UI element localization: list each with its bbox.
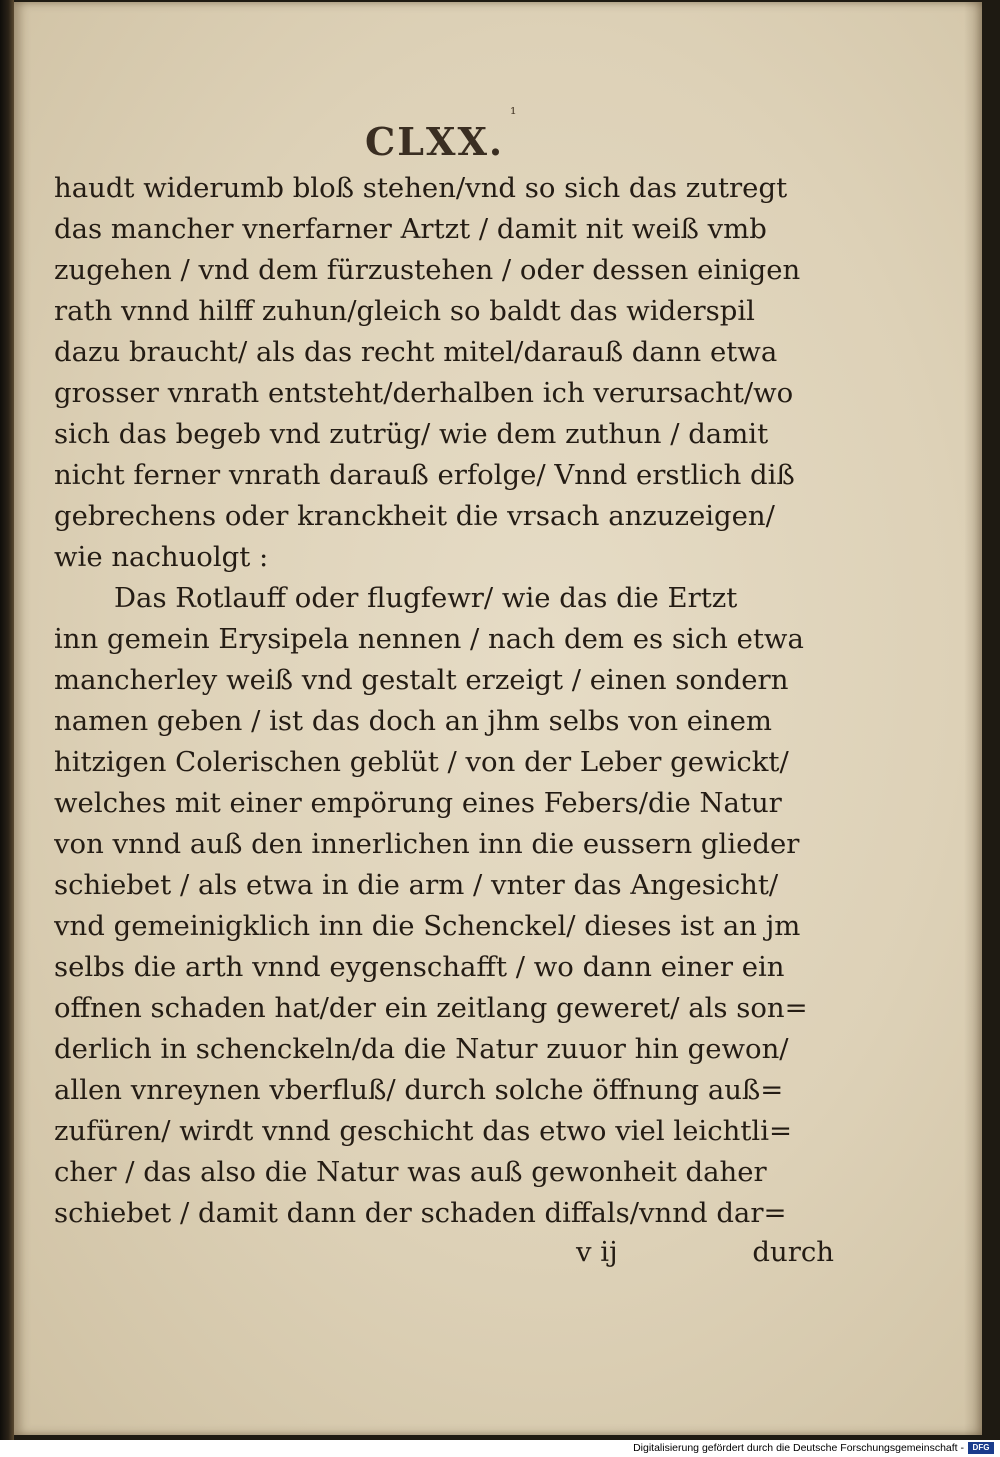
text-line: das mancher vnerfarner Artzt / damit nit weiß vmb [54, 213, 767, 245]
signature-mark: v ij [576, 1236, 618, 1268]
funding-credit: Digitalisierung gefördert durch die Deutsche Forschungsgemeinschaft - [633, 1442, 964, 1454]
text-line: mancherley weiß vnd gestalt erzeigt / einen sondern [54, 664, 789, 696]
text-line: vnd gemeinigklich inn die Schenckel/ dieses ist an jm [54, 910, 801, 942]
text-line: allen vnreynen vberfluß/ durch solche öffnung auß= [54, 1074, 784, 1106]
text-line: von vnnd auß den innerlichen inn die eussern glieder [54, 828, 800, 860]
folio-mark: ¹ [510, 104, 517, 123]
dfg-logo-icon: DFG [968, 1442, 994, 1454]
text-line: namen geben / ist das doch an jhm selbs von einem [54, 705, 772, 737]
text-line: zufüren/ wirdt vnnd geschicht das etwo viel leichtli= [54, 1115, 793, 1147]
text-line: nicht ferner vnrath darauß erfolge/ Vnnd erstlich diß [54, 459, 795, 491]
text-line: haudt widerumb bloß stehen/vnd so sich das zutregt [54, 172, 788, 204]
text-line: gebrechens oder kranckheit die vrsach anzuzeigen/ [54, 500, 775, 532]
text-line: selbs die arth vnnd eygenschafft / wo dann einer ein [54, 951, 785, 983]
text-line: inn gemein Erysipela nennen / nach dem es sich etwa [54, 623, 804, 655]
text-line: grosser vnrath entsteht/derhalben ich verursacht/wo [54, 377, 794, 409]
catchword: durch [752, 1236, 834, 1268]
text-line: wie nachuolgt : [54, 541, 269, 573]
page-edge-shadow [964, 2, 982, 1435]
page-footer-row [54, 1230, 844, 1274]
text-line: dazu braucht/ als das recht mitel/darauß dann etwa [54, 336, 778, 368]
folio-number: CLXX. [365, 119, 505, 164]
text-line: hitzigen Colerischen geblüt / von der Leber gewickt/ [54, 746, 789, 778]
text-line: offnen schaden hat/der ein zeitlang geweret/ als son= [54, 992, 808, 1024]
text-line: schiebet / als etwa in die arm / vnter das Angesicht/ [54, 869, 779, 901]
text-line: sich das begeb vnd zutrüg/ wie dem zuthun / damit [54, 418, 769, 450]
text-line: welches mit einer empörung eines Febers/die Natur [54, 787, 782, 819]
text-line: derlich in schenckeln/da die Natur zuuor hin gewon/ [54, 1033, 789, 1065]
text-line: cher / das also die Natur was auß gewonheit daher [54, 1156, 767, 1188]
page-text-block [54, 168, 844, 1234]
text-line: rath vnnd hilff zuhun/gleich so baldt das widerspil [54, 295, 755, 327]
text-line: schiebet / damit dann der schaden diffals/vnnd dar= [54, 1197, 787, 1229]
text-line: zugehen / vnd dem fürzustehen / oder dessen einigen [54, 254, 801, 286]
paragraph-start-line: Das Rotlauff oder flugfewr/ wie das die Ertzt [114, 582, 738, 614]
book-binding-edge [0, 0, 14, 1440]
